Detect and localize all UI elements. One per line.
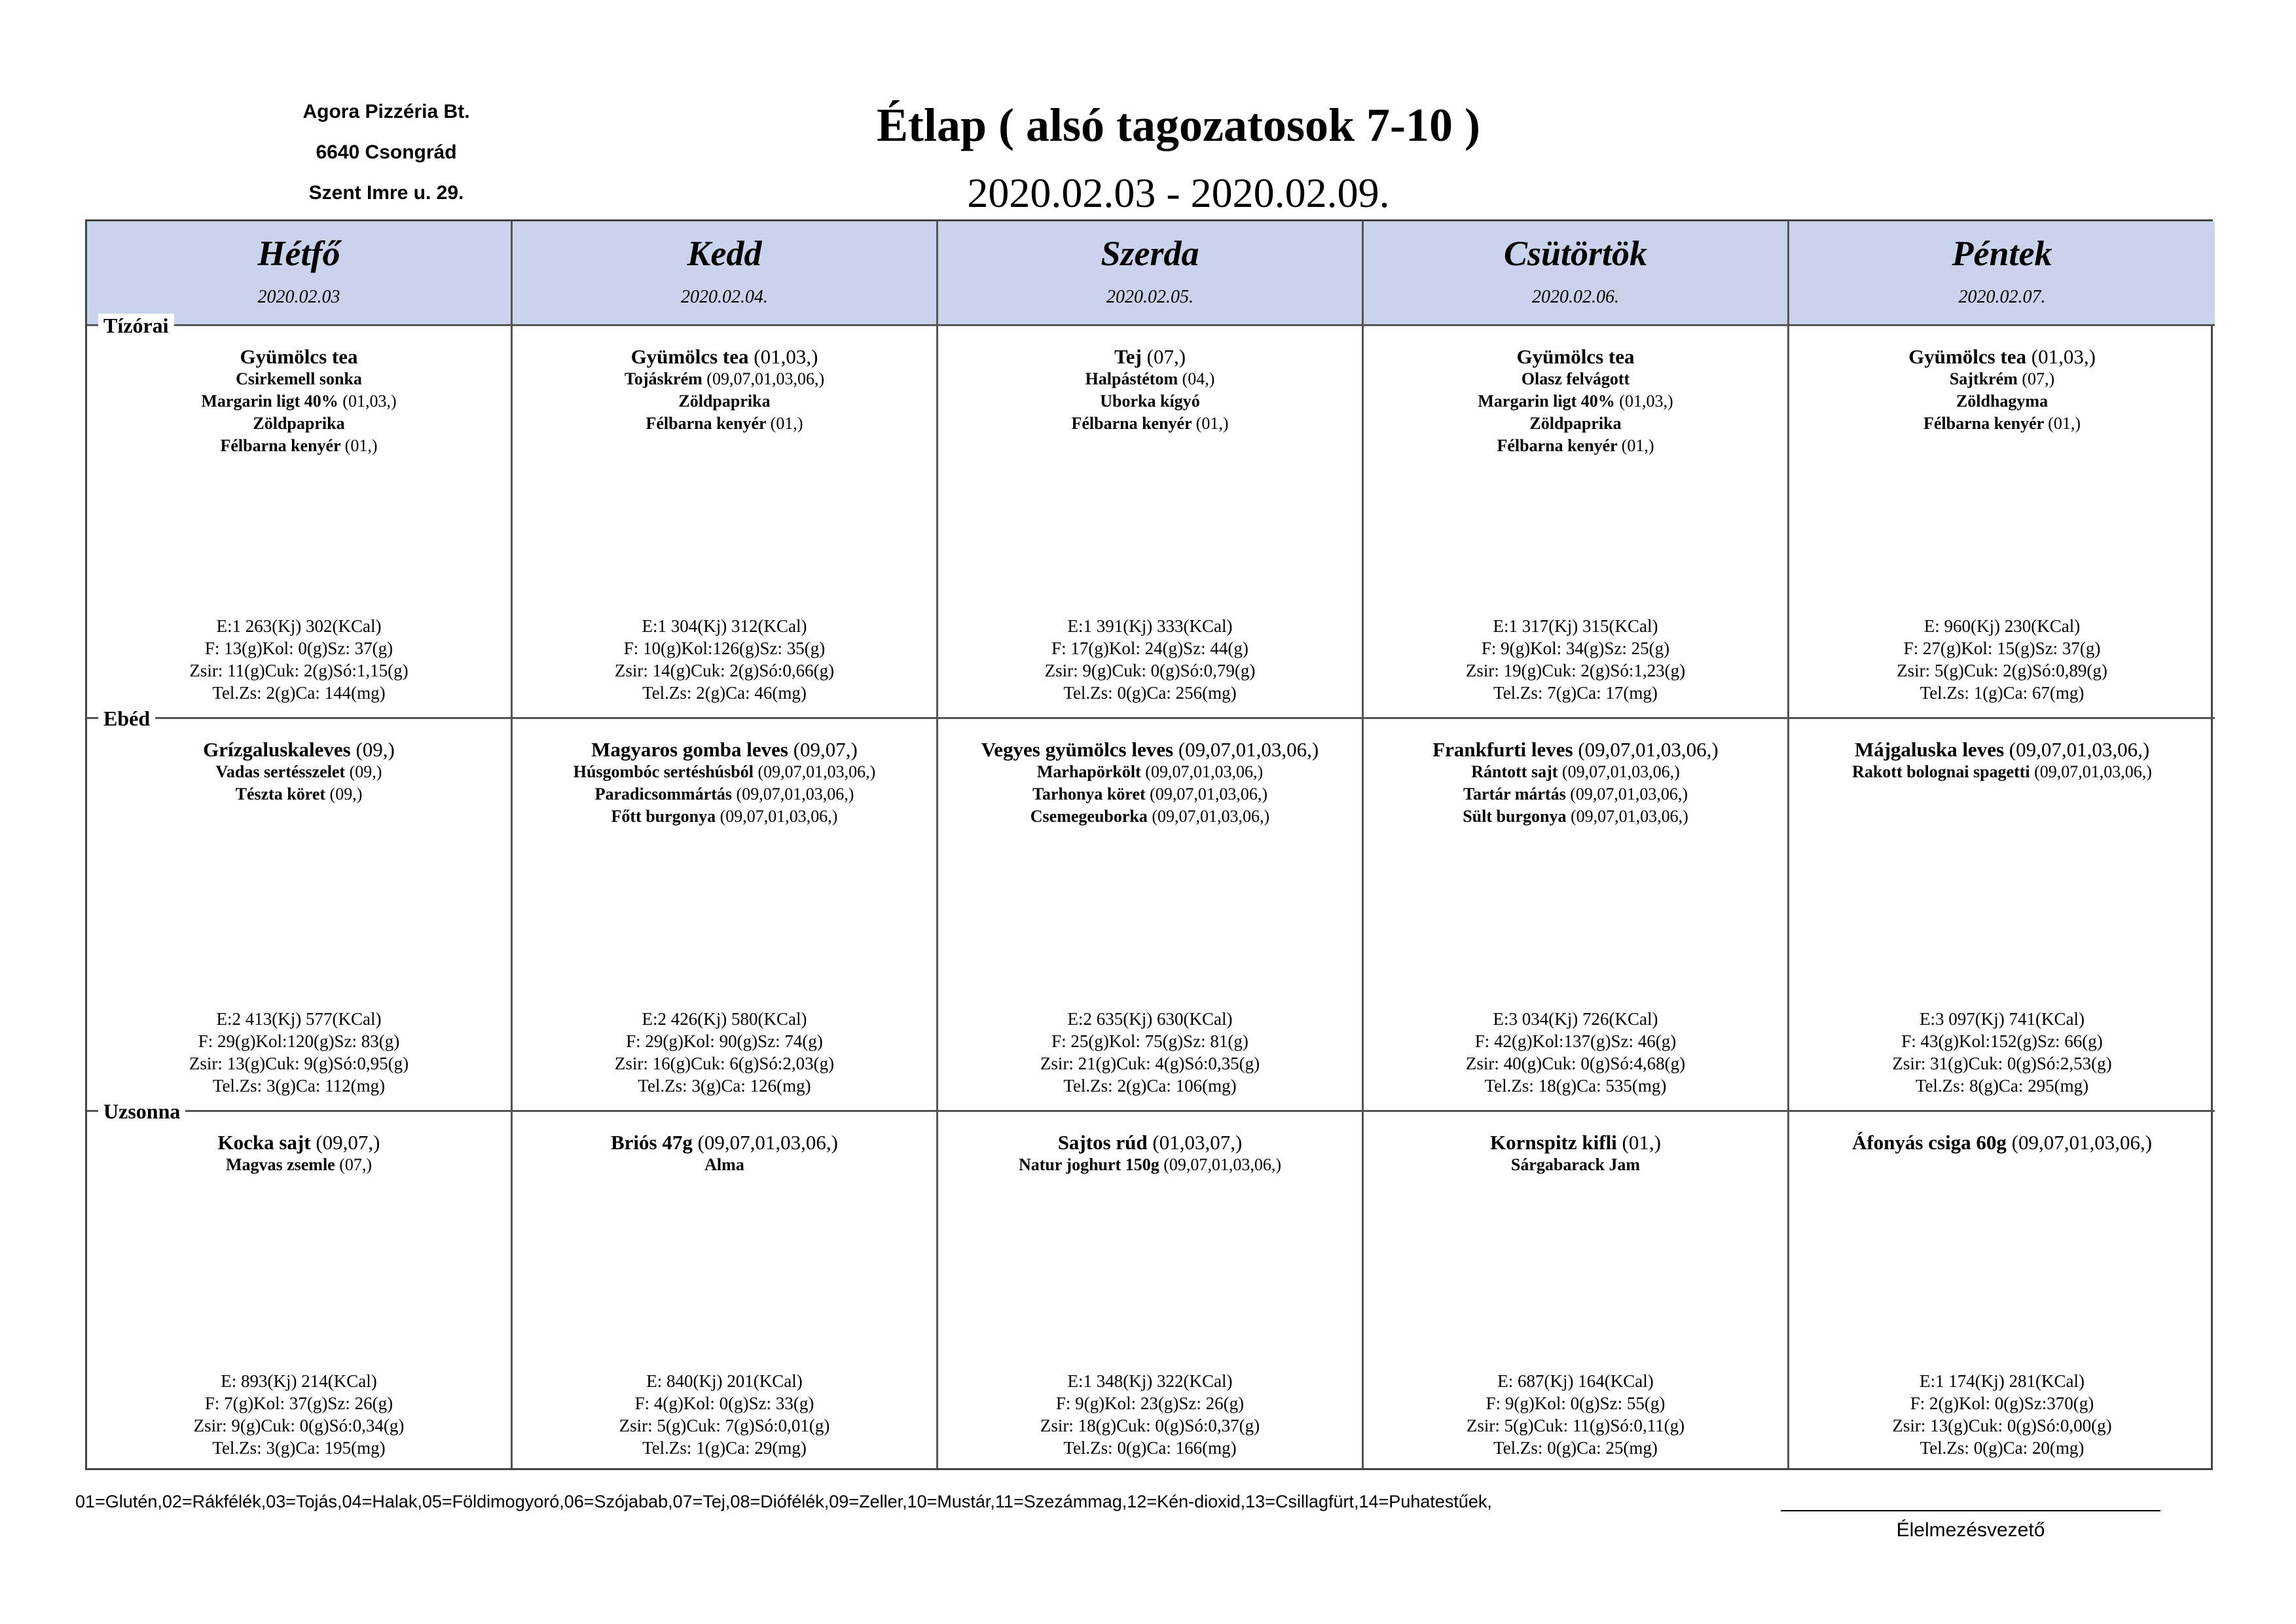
menu-item-name: Uborka kígyó xyxy=(1100,392,1200,411)
nutrition-line: F: 42(g)Kol:137(g)Sz: 46(g) xyxy=(1474,1031,1677,1051)
menu-item xyxy=(519,413,930,435)
menu-item xyxy=(945,783,1355,805)
meal-cell xyxy=(1789,1112,2215,1472)
meal-cell xyxy=(513,326,936,719)
nutrition-line: Zsir: 14(g)Cuk: 2(g)Só:0,66(g) xyxy=(614,661,835,680)
date-range: 2020.02.03 - 2020.02.09. xyxy=(967,170,1390,216)
menu-item xyxy=(1796,761,2208,783)
menu-item-name: Áfonyás csiga 60g xyxy=(1851,1131,2007,1154)
menu-item-allergens: (09,07,01,03,06,) xyxy=(2009,738,2150,761)
nutrition-line: Tel.Zs: 3(g)Ca: 112(mg) xyxy=(212,1076,386,1096)
menu-item xyxy=(94,739,504,761)
day-date: 2020.02.03 xyxy=(257,287,340,307)
meal-items xyxy=(945,1132,1355,1176)
menu-item xyxy=(945,739,1355,761)
menu-item-name: Sárgabarack Jam xyxy=(1510,1155,1641,1174)
nutrition-line: Tel.Zs: 0(g)Ca: 25(mg) xyxy=(1493,1438,1658,1458)
menu-item-name: Gyümölcs tea xyxy=(240,345,358,368)
day-header xyxy=(938,221,1362,326)
menu-item-allergens: (01,) xyxy=(1621,436,1654,455)
meal-items xyxy=(945,739,1355,828)
menu-item-allergens: (09,07,01,03,06,) xyxy=(2011,1131,2153,1154)
nutrition-line: Tel.Zs: 2(g)Ca: 144(mg) xyxy=(212,683,386,703)
menu-item xyxy=(1370,346,1781,368)
nutrition-line: Tel.Zs: 2(g)Ca: 46(mg) xyxy=(642,683,807,703)
nutrition-line: E: 960(Kj) 230(KCal) xyxy=(1923,616,2081,636)
menu-item-name: Natur joghurt 150g xyxy=(1018,1155,1159,1174)
nutrition-line: F: 2(g)Kol: 0(g)Sz:370(g) xyxy=(1910,1393,2094,1413)
menu-item-name: Sajtkrém xyxy=(1949,369,2018,388)
menu-item xyxy=(1796,368,2208,390)
menu-item-name: Rakott bolognai spagetti xyxy=(1852,762,2030,781)
menu-item-name: Rántott sajt xyxy=(1471,762,1558,781)
nutrition-line: F: 27(g)Kol: 15(g)Sz: 37(g) xyxy=(1903,638,2101,658)
nutrition-info xyxy=(1370,1370,1781,1459)
meal-items xyxy=(94,346,504,457)
menu-item-name: Margarin ligt 40% xyxy=(201,392,338,411)
menu-item xyxy=(94,435,504,457)
meal-items xyxy=(945,346,1355,435)
nutrition-line: E:1 263(Kj) 302(KCal) xyxy=(216,616,382,636)
menu-item-allergens: (09,07,01,03,06,) xyxy=(736,784,854,803)
menu-item-name: Margarin ligt 40% xyxy=(1478,392,1615,411)
day-header xyxy=(1364,221,1787,326)
nutrition-line: Zsir: 13(g)Cuk: 9(g)Só:0,95(g) xyxy=(189,1054,409,1073)
nutrition-line: F: 29(g)Kol: 90(g)Sz: 74(g) xyxy=(626,1031,823,1051)
menu-item-allergens: (09,07,01,03,06,) xyxy=(697,1131,839,1154)
day-name: Csütörtök xyxy=(1503,234,1648,273)
menu-item-name: Gyümölcs tea xyxy=(1908,345,2027,368)
allergen-legend: 01=Glutén,02=Rákfélék,03=Tojás,04=Halak,05=Földimogyoró,06=Szójabab,07=Tej,08=Diófélék,09=Zeller,10=Mustár,11=Szezámmag,12=Kén-dioxid,13=Csillagfürt,14=Puhatestűek, xyxy=(75,1492,1492,1511)
menu-item-name: Vegyes gyümölcs leves xyxy=(981,738,1174,761)
nutrition-line: Zsir: 5(g)Cuk: 11(g)Só:0,11(g) xyxy=(1466,1416,1685,1435)
nutrition-line: Tel.Zs: 18(g)Ca: 535(mg) xyxy=(1484,1076,1667,1096)
meal-items xyxy=(519,739,930,828)
menu-item xyxy=(94,1154,504,1176)
menu-item-name: Tarhonya köret xyxy=(1032,784,1146,803)
signature-label: Élelmezésvezető xyxy=(1896,1519,2045,1541)
menu-item-name: Tej xyxy=(1114,345,1142,368)
menu-item-name: Kornspitz kifli xyxy=(1490,1131,1617,1154)
menu-item xyxy=(519,783,930,805)
nutrition-line: Zsir: 11(g)Cuk: 2(g)Só:1,15(g) xyxy=(189,661,409,680)
nutrition-line: Tel.Zs: 0(g)Ca: 166(mg) xyxy=(1063,1438,1237,1458)
menu-item-name: Húsgombóc sertéshúsból xyxy=(573,762,754,781)
nutrition-line: Tel.Zs: 8(g)Ca: 295(mg) xyxy=(1915,1076,2089,1096)
nutrition-line: Tel.Zs: 7(g)Ca: 17(mg) xyxy=(1493,683,1658,703)
meal-items xyxy=(519,346,930,435)
nutrition-info xyxy=(94,1008,504,1097)
menu-item-name: Félbarna kenyér xyxy=(1071,414,1192,433)
menu-item-name: Félbarna kenyér xyxy=(1923,414,2044,433)
nutrition-line: E:2 426(Kj) 580(KCal) xyxy=(642,1009,807,1029)
menu-item-name: Frankfurti leves xyxy=(1432,738,1573,761)
nutrition-line: E:3 097(Kj) 741(KCal) xyxy=(1920,1009,2085,1029)
menu-item-allergens: (01,) xyxy=(2048,414,2081,433)
menu-item xyxy=(1796,390,2208,413)
nutrition-line: Zsir: 40(g)Cuk: 0(g)Só:4,68(g) xyxy=(1465,1054,1686,1073)
menu-item xyxy=(519,390,930,413)
menu-item-allergens: (09,07,01,03,06,) xyxy=(1145,762,1264,781)
menu-item-allergens: (09,) xyxy=(349,762,382,781)
nutrition-line: E: 840(Kj) 201(KCal) xyxy=(646,1371,803,1391)
meal-cell xyxy=(1789,326,2215,719)
nutrition-info xyxy=(945,1008,1355,1097)
nutrition-line: F: 25(g)Kol: 75(g)Sz: 81(g) xyxy=(1051,1031,1248,1051)
menu-item xyxy=(94,413,504,435)
meal-cell xyxy=(1364,1112,1787,1472)
day-name: Szerda xyxy=(1101,234,1199,273)
meal-cell xyxy=(938,719,1362,1112)
nutrition-line: Zsir: 5(g)Cuk: 2(g)Só:0,89(g) xyxy=(1897,661,2107,680)
meal-cell xyxy=(87,719,511,1112)
menu-item-allergens: (07,) xyxy=(339,1155,373,1174)
day-header xyxy=(513,221,936,326)
menu-item xyxy=(1796,1132,2208,1154)
day-date: 2020.02.07. xyxy=(1958,287,2046,307)
nutrition-line: Tel.Zs: 3(g)Ca: 195(mg) xyxy=(212,1438,386,1458)
nutrition-info xyxy=(1796,1008,2208,1097)
meal-items xyxy=(1796,1132,2208,1154)
nutrition-info xyxy=(94,1370,504,1459)
nutrition-line: Zsir: 9(g)Cuk: 0(g)Só:0,79(g) xyxy=(1044,661,1256,680)
menu-item-allergens: (09,07,01,03,06,) xyxy=(757,762,876,781)
menu-item-allergens: (09,07,) xyxy=(793,738,858,761)
menu-item-allergens: (04,) xyxy=(1182,369,1215,388)
menu-item xyxy=(945,1154,1355,1176)
menu-item-allergens: (01,03,) xyxy=(754,345,818,368)
menu-item-name: Olasz felvágott xyxy=(1521,369,1630,388)
menu-item-allergens: (01,) xyxy=(770,414,803,433)
meal-cell xyxy=(1364,719,1787,1112)
page-title: Étlap ( alsó tagozatosok 7-10 ) xyxy=(877,99,1480,151)
nutrition-line: F: 9(g)Kol: 23(g)Sz: 26(g) xyxy=(1055,1393,1245,1413)
menu-item xyxy=(1370,1132,1781,1154)
nutrition-info xyxy=(1796,1370,2208,1459)
menu-item-allergens: (09,07,) xyxy=(316,1131,380,1154)
menu-item-allergens: (01,03,) xyxy=(2031,345,2096,368)
meal-items xyxy=(1370,739,1781,828)
menu-item-allergens: (07,) xyxy=(2022,369,2055,388)
nutrition-info xyxy=(1796,615,2208,704)
nutrition-line: Zsir: 5(g)Cuk: 7(g)Só:0,01(g) xyxy=(619,1416,830,1435)
menu-item-allergens: (09,07,01,03,06,) xyxy=(1152,807,1270,826)
menu-item xyxy=(945,1132,1355,1154)
meal-items xyxy=(1796,346,2208,435)
menu-item-allergens: (09,07,01,03,06,) xyxy=(720,807,838,826)
menu-item xyxy=(94,346,504,368)
nutrition-info xyxy=(1370,615,1781,704)
nutrition-info xyxy=(945,1370,1355,1459)
meal-label: Tízórai xyxy=(98,314,174,338)
meal-cell xyxy=(1789,719,2215,1112)
menu-item xyxy=(1796,346,2208,368)
menu-item-name: Grízgaluskaleves xyxy=(203,738,351,761)
menu-item-allergens: (01,03,07,) xyxy=(1152,1131,1243,1154)
menu-item-allergens: (09,) xyxy=(355,738,395,761)
menu-item xyxy=(945,390,1355,413)
menu-item-name: Sült burgonya xyxy=(1463,807,1567,826)
nutrition-line: E: 687(Kj) 164(KCal) xyxy=(1497,1371,1654,1391)
day-date: 2020.02.05. xyxy=(1106,287,1194,307)
menu-item-allergens: (09,07,01,03,06,) xyxy=(2034,762,2152,781)
menu-item-name: Tartár mártás xyxy=(1463,784,1566,803)
menu-item xyxy=(519,368,930,390)
menu-item xyxy=(519,761,930,783)
nutrition-line: F: 17(g)Kol: 24(g)Sz: 44(g) xyxy=(1051,638,1248,658)
menu-item-allergens: (09,07,01,03,06,) xyxy=(1150,784,1267,803)
nutrition-line: Zsir: 16(g)Cuk: 6(g)Só:2,03(g) xyxy=(614,1054,835,1073)
menu-item-name: Főtt burgonya xyxy=(611,807,716,826)
menu-item xyxy=(519,805,930,828)
meal-cell xyxy=(1364,326,1787,719)
menu-item xyxy=(1370,761,1781,783)
day-column xyxy=(87,221,513,1468)
nutrition-line: E:1 317(Kj) 315(KCal) xyxy=(1493,616,1658,636)
nutrition-info xyxy=(1370,1008,1781,1097)
nutrition-line: F: 7(g)Kol: 37(g)Sz: 26(g) xyxy=(204,1393,393,1413)
menu-item-name: Májgaluska leves xyxy=(1854,738,2005,761)
day-column xyxy=(1364,221,1789,1468)
menu-item-name: Zöldpaprika xyxy=(678,392,771,411)
menu-item-allergens: (09,07,01,03,06,) xyxy=(706,369,825,388)
signature-line xyxy=(1781,1510,2160,1511)
menu-item xyxy=(1370,368,1781,390)
menu-item xyxy=(94,1132,504,1154)
meal-items xyxy=(94,1132,504,1176)
meal-items xyxy=(1796,739,2208,783)
menu-item-allergens: (01,) xyxy=(1622,1131,1661,1154)
menu-item xyxy=(1370,1154,1781,1176)
menu-item-allergens: (09,07,01,03,06,) xyxy=(1570,807,1688,826)
menu-item-allergens: (09,07,01,03,06,) xyxy=(1561,762,1680,781)
meal-cell xyxy=(87,326,511,719)
nutrition-line: Tel.Zs: 1(g)Ca: 67(mg) xyxy=(1920,683,2085,703)
nutrition-line: Zsir: 13(g)Cuk: 0(g)Só:0,00(g) xyxy=(1892,1416,2112,1435)
menu-item-name: Csemegeuborka xyxy=(1030,807,1148,826)
meal-label: Uzsonna xyxy=(98,1099,185,1124)
nutrition-line: Tel.Zs: 2(g)Ca: 106(mg) xyxy=(1063,1076,1237,1096)
nutrition-line: F: 13(g)Kol: 0(g)Sz: 37(g) xyxy=(204,638,393,658)
day-name: Hétfő xyxy=(257,234,340,273)
nutrition-line: E:1 174(Kj) 281(KCal) xyxy=(1920,1371,2085,1391)
menu-item-name: Zöldpaprika xyxy=(253,414,345,433)
menu-item xyxy=(1370,783,1781,805)
nutrition-line: E:1 304(Kj) 312(KCal) xyxy=(642,616,807,636)
nutrition-line: Zsir: 31(g)Cuk: 0(g)Só:2,53(g) xyxy=(1892,1054,2112,1073)
menu-item-name: Félbarna kenyér xyxy=(1497,436,1618,455)
day-header xyxy=(1789,221,2215,326)
menu-item xyxy=(519,1132,930,1154)
meal-items xyxy=(519,1132,930,1176)
menu-item-allergens: (01,) xyxy=(1195,414,1229,433)
menu-item-name: Kocka sajt xyxy=(217,1131,311,1154)
company-address: Szent Imre u. 29. xyxy=(308,182,464,204)
day-name: Kedd xyxy=(687,234,762,273)
menu-item xyxy=(1370,805,1781,828)
nutrition-info xyxy=(519,615,930,704)
day-header xyxy=(87,221,511,326)
menu-table xyxy=(85,219,2213,1470)
menu-item xyxy=(519,739,930,761)
menu-item-name: Sajtos rúd xyxy=(1057,1131,1148,1154)
nutrition-line: E:1 348(Kj) 322(KCal) xyxy=(1067,1371,1233,1391)
menu-item-name: Briós 47g xyxy=(610,1131,693,1154)
meal-items xyxy=(94,739,504,805)
meal-items xyxy=(1370,1132,1781,1176)
menu-item-allergens: (09,) xyxy=(329,784,363,803)
meal-cell xyxy=(938,326,1362,719)
menu-item-name: Csirkemell sonka xyxy=(236,369,362,388)
menu-item-name: Halpástétom xyxy=(1085,369,1178,388)
menu-item-name: Paradicsommártás xyxy=(594,784,733,803)
menu-item xyxy=(94,761,504,783)
nutrition-info xyxy=(945,615,1355,704)
menu-item xyxy=(945,805,1355,828)
nutrition-line: Zsir: 9(g)Cuk: 0(g)Só:0,34(g) xyxy=(193,1416,405,1435)
day-date: 2020.02.04. xyxy=(681,287,768,307)
menu-item xyxy=(94,390,504,413)
nutrition-info xyxy=(519,1008,930,1097)
meal-label: Ebéd xyxy=(98,707,155,731)
meal-cell xyxy=(87,1112,511,1472)
menu-item-name: Marhapörkölt xyxy=(1036,762,1141,781)
menu-item-name: Vadas sertésszelet xyxy=(215,762,346,781)
nutrition-line: Tel.Zs: 1(g)Ca: 29(mg) xyxy=(642,1438,807,1458)
menu-item xyxy=(1796,739,2208,761)
menu-item-allergens: (09,07,01,03,06,) xyxy=(1578,738,1719,761)
nutrition-line: F: 29(g)Kol:120(g)Sz: 83(g) xyxy=(198,1031,400,1051)
nutrition-line: F: 10(g)Kol:126(g)Sz: 35(g) xyxy=(623,638,826,658)
nutrition-line: F: 9(g)Kol: 0(g)Sz: 55(g) xyxy=(1485,1393,1666,1413)
menu-item-allergens: (01,03,) xyxy=(1619,392,1673,411)
company-name: Agora Pizzéria Bt. xyxy=(302,101,470,122)
menu-item-name: Gyümölcs tea xyxy=(630,345,749,368)
menu-item xyxy=(519,1154,930,1176)
day-column xyxy=(938,221,1364,1468)
nutrition-line: F: 9(g)Kol: 34(g)Sz: 25(g) xyxy=(1481,638,1670,658)
nutrition-line: Tel.Zs: 3(g)Ca: 126(mg) xyxy=(638,1076,811,1096)
menu-item-allergens: (09,07,01,03,06,) xyxy=(1178,738,1319,761)
menu-item-name: Magvas zsemle xyxy=(225,1155,335,1174)
menu-item-name: Magyaros gomba leves xyxy=(591,738,788,761)
nutrition-line: Tel.Zs: 0(g)Ca: 20(mg) xyxy=(1920,1438,2085,1458)
menu-item-allergens: (07,) xyxy=(1146,345,1186,368)
nutrition-line: E:3 034(Kj) 726(KCal) xyxy=(1493,1009,1658,1029)
nutrition-line: Zsir: 19(g)Cuk: 2(g)Só:1,23(g) xyxy=(1465,661,1686,680)
nutrition-line: F: 43(g)Kol:152(g)Sz: 66(g) xyxy=(1901,1031,2103,1051)
nutrition-line: Zsir: 21(g)Cuk: 4(g)Só:0,35(g) xyxy=(1040,1054,1260,1073)
nutrition-line: Zsir: 18(g)Cuk: 0(g)Só:0,37(g) xyxy=(1040,1416,1260,1435)
nutrition-line: E:1 391(Kj) 333(KCal) xyxy=(1067,616,1233,636)
day-column xyxy=(513,221,938,1468)
menu-item-name: Tészta köret xyxy=(235,784,326,803)
menu-item xyxy=(94,783,504,805)
menu-item xyxy=(1370,390,1781,413)
menu-item-name: Alma xyxy=(704,1155,744,1174)
company-city: 6640 Csongrád xyxy=(316,141,457,163)
meal-items xyxy=(1370,346,1781,457)
menu-item-name: Zöldpaprika xyxy=(1529,414,1622,433)
meal-cell xyxy=(513,719,936,1112)
menu-item xyxy=(945,368,1355,390)
menu-item-allergens: (09,07,01,03,06,) xyxy=(1163,1155,1282,1174)
nutrition-line: E:2 635(Kj) 630(KCal) xyxy=(1067,1009,1233,1029)
menu-item-allergens: (01,) xyxy=(344,436,378,455)
nutrition-info xyxy=(519,1370,930,1459)
menu-item-name: Tojáskrém xyxy=(624,369,702,388)
menu-item xyxy=(1370,435,1781,457)
menu-item xyxy=(1370,739,1781,761)
day-name: Péntek xyxy=(1952,234,2052,273)
nutrition-line: Tel.Zs: 0(g)Ca: 256(mg) xyxy=(1063,683,1237,703)
nutrition-line: E:2 413(Kj) 577(KCal) xyxy=(216,1009,382,1029)
menu-item-allergens: (09,07,01,03,06,) xyxy=(1570,784,1688,803)
company-info xyxy=(249,92,524,213)
day-date: 2020.02.06. xyxy=(1532,287,1619,307)
meal-cell xyxy=(513,1112,936,1472)
menu-item xyxy=(519,346,930,368)
menu-item xyxy=(945,413,1355,435)
menu-item xyxy=(94,368,504,390)
menu-item xyxy=(945,346,1355,368)
nutrition-line: E: 893(Kj) 214(KCal) xyxy=(221,1371,377,1391)
menu-item-name: Félbarna kenyér xyxy=(220,436,341,455)
menu-item-name: Gyümölcs tea xyxy=(1516,345,1635,368)
day-column xyxy=(1789,221,2215,1468)
meal-cell xyxy=(938,1112,1362,1472)
menu-item xyxy=(1370,413,1781,435)
menu-item-allergens: (01,03,) xyxy=(342,392,397,411)
menu-item xyxy=(1796,413,2208,435)
menu-item-name: Zöldhagyma xyxy=(1956,392,2049,411)
menu-item-name: Félbarna kenyér xyxy=(646,414,767,433)
nutrition-info xyxy=(94,615,504,704)
menu-item xyxy=(945,761,1355,783)
nutrition-line: F: 4(g)Kol: 0(g)Sz: 33(g) xyxy=(634,1393,814,1413)
